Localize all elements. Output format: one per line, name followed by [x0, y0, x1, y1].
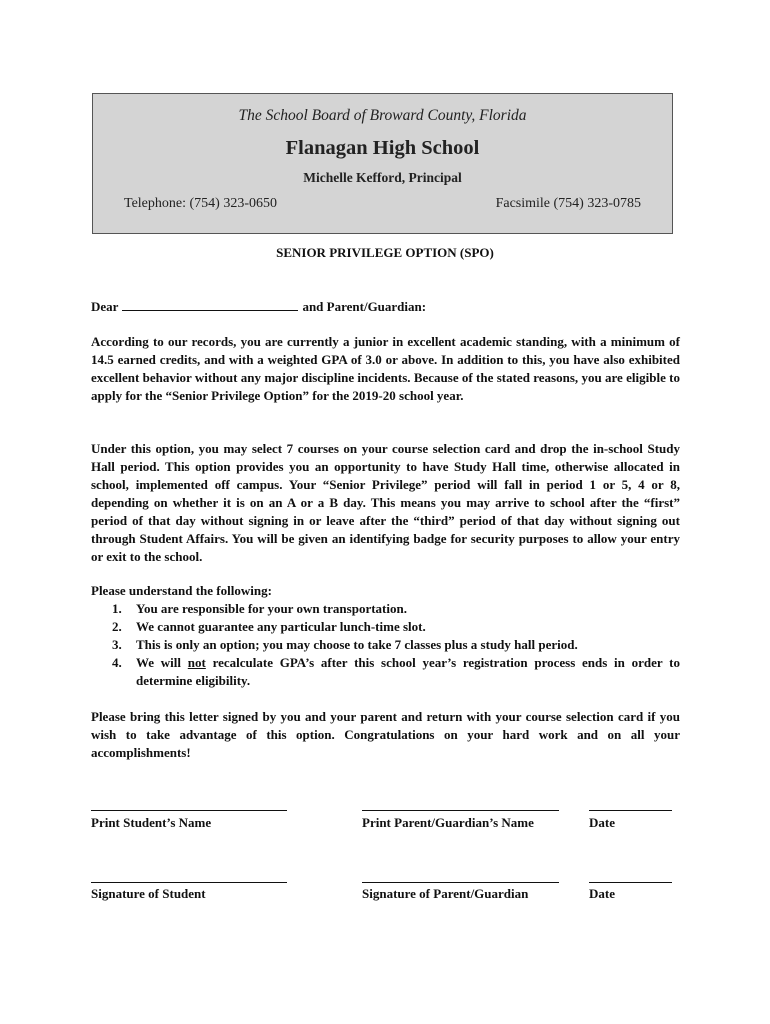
closing-paragraph: Please bring this letter signed by you and your parent and return with your course selection card if you wish to take advantage of this option. Congratulations on your hard work and on all your accomplishments!: [91, 709, 680, 760]
list-text-before: We will: [136, 655, 188, 670]
list-number: 4.: [112, 655, 122, 670]
list-text: You are responsible for your own transportation.: [136, 601, 407, 616]
date-label-1: Date: [589, 815, 615, 830]
understand-heading: Please understand the following:: [91, 583, 272, 598]
list-number: 1.: [112, 601, 122, 616]
facsimile-number: Facsimile (754) 323-0785: [495, 196, 641, 211]
student-signature-line[interactable]: [91, 882, 287, 883]
recipient-name-blank: [122, 299, 298, 311]
conditions-list: [91, 600, 680, 690]
date-line-2[interactable]: [589, 882, 672, 883]
salutation: [91, 298, 680, 316]
list-item: [91, 636, 680, 654]
option-paragraph: Under this option, you may select 7 courses on your course selection card and drop the in-school Study Hall period. This option provides you an opportunity to have Study Hall time, otherwise allocated in school, implemented off campus. Your “Senior Privilege” period will fall in period 1 or 5, 4 or 8, depending on whether it is on an A or a B day. This means you may arrive to school after the “first” period of that day without signing in or leave after the “third” period of that day without signing out through Student Affairs. You will be given an identifying badge for security purposes to allow your entry or exit to the school.: [91, 441, 680, 564]
list-item: [91, 618, 680, 636]
intro-paragraph: According to our records, you are currently a junior in excellent academic standing, with a minimum of 14.5 earned credits, and with a weighted GPA of 3.0 or above. In addition to this, you have also exhibited excellent behavior without any major discipline incidents. Because of the stated reasons, you are eligible to apply for the “Senior Privilege Option” for the 2019-20 school year.: [91, 334, 680, 403]
student-signature-label: Signature of Student: [91, 886, 206, 901]
date-line-1[interactable]: [589, 810, 672, 811]
school-board-name: The School Board of Broward County, Florida: [238, 107, 527, 124]
student-name-label: Print Student’s Name: [91, 815, 212, 830]
list-number: 2.: [112, 619, 122, 634]
school-name: Flanagan High School: [285, 137, 480, 159]
list-item: [91, 654, 680, 690]
list-number: 3.: [112, 637, 122, 652]
date-label-2: Date: [589, 886, 615, 901]
student-name-line[interactable]: [91, 810, 287, 811]
salutation-suffix: and Parent/Guardian:: [302, 299, 427, 314]
letterhead: [92, 93, 673, 234]
list-text-emphasis: not: [187, 655, 206, 670]
salutation-prefix: Dear: [91, 299, 119, 314]
telephone-number: Telephone: (754) 323-0650: [124, 196, 277, 211]
list-item: [91, 600, 680, 618]
parent-signature-line[interactable]: [362, 882, 559, 883]
document-title: SENIOR PRIVILEGE OPTION (SPO): [276, 245, 494, 260]
principal-name: Michelle Kefford, Principal: [303, 170, 462, 185]
list-text: This is only an option; you may choose to take 7 classes plus a study hall period.: [136, 637, 578, 652]
list-text: We cannot guarantee any particular lunch-time slot.: [136, 619, 426, 634]
parent-signature-label: Signature of Parent/Guardian: [362, 886, 529, 901]
list-text-after: recalculate GPA’s after this school year’s registration process ends in order to determine eligibility.: [136, 655, 681, 688]
parent-name-label: Print Parent/Guardian’s Name: [362, 815, 534, 830]
parent-name-line[interactable]: [362, 810, 559, 811]
